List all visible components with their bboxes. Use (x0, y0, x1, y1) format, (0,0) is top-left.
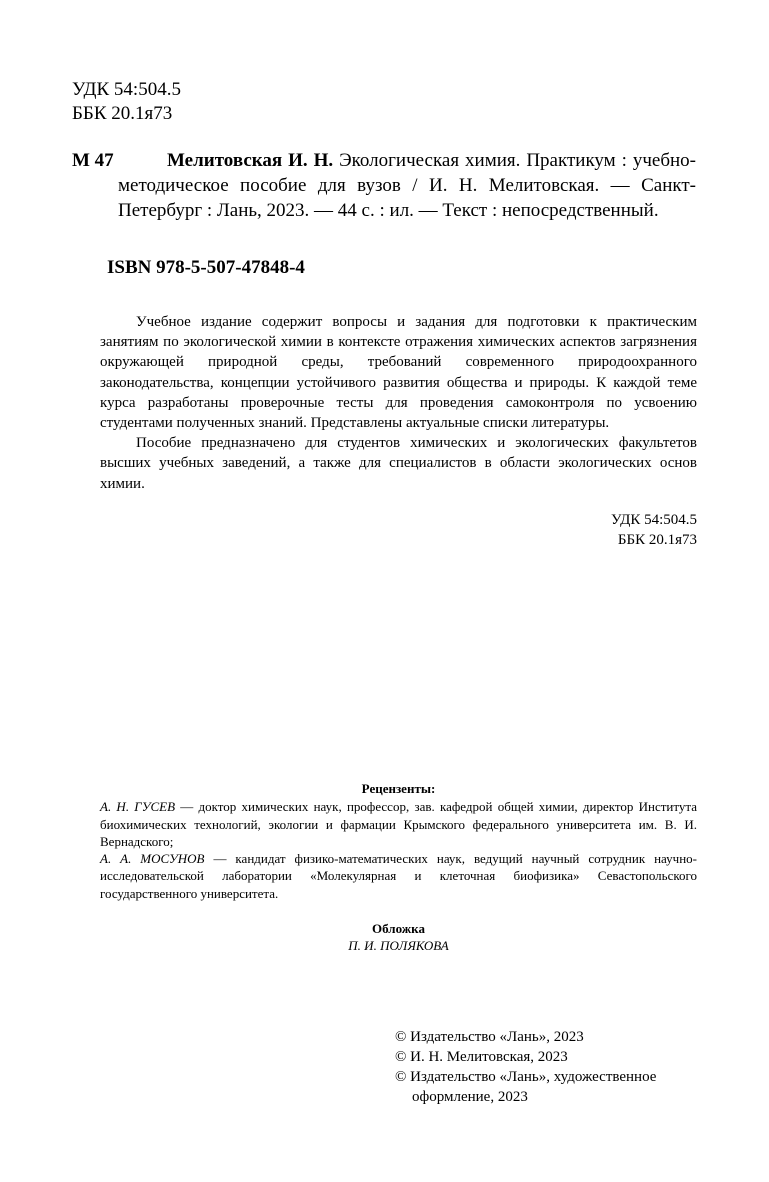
isbn: ISBN 978-5-507-47848-4 (107, 257, 305, 278)
reviewer-name: А. А. МОСУНОВ (100, 851, 205, 867)
author-name: Мелитовская И. Н. (167, 150, 334, 171)
annotation-classification (560, 510, 697, 550)
copyright-block (395, 1027, 695, 1107)
reviewer-name: А. Н. ГУСЕВ (100, 799, 176, 815)
reviewer-entry (100, 798, 697, 850)
cover-credit (100, 920, 697, 954)
copyright-line: © И. Н. Мелитовская, 2023 (395, 1049, 568, 1065)
reviewer-details: — кандидат физико-математических наук, ведущий научный сотрудник научно-исследовательской лаборатории «Молекулярная и клеточная биофизика» Севастопольского государственного университета. (100, 851, 697, 901)
udk-code: УДК 54:504.5 (72, 79, 181, 100)
copyright-line: © Издательство «Лань», 2023 (395, 1029, 584, 1045)
bibliographic-description (118, 148, 696, 223)
copyright-line: © Издательство «Лань», художественное оформление, 2023 (395, 1069, 657, 1105)
classification-header (72, 78, 181, 126)
annotation (100, 312, 697, 494)
reviewer-entry (100, 850, 697, 902)
reviewers-section (100, 780, 697, 902)
cover-artist: П. И. ПОЛЯКОВА (348, 938, 449, 953)
annotation-paragraph: Пособие предназначено для студентов химических и экологических факультетов высших учебных заведений, а также для специалистов в области экологических основ химии. (100, 435, 697, 492)
bibliographic-entry (72, 148, 696, 223)
bbk-code: ББК 20.1я73 (617, 532, 697, 548)
bbk-code: ББК 20.1я73 (72, 103, 173, 124)
annotation-paragraph: Учебное издание содержит вопросы и задания для подготовки к практическим занятиям по экологической химии в контексте отражения химических аспектов загрязнения окружающей природной среды, требований современного природоохранного законодательства, концепции устойчивого развития общества и природы. К каждой теме курса разработаны проверочные тесты для проведения самоконтроля по усвоению студентами полученных знаний. Представлены актуальные списки литературы. (100, 314, 697, 432)
author-mark: М 47 (72, 150, 114, 171)
cover-heading: Обложка (372, 921, 425, 936)
reviewer-details: — доктор химических наук, профессор, зав. кафедрой общей химии, директор Института биохимических технологий, экологии и фармации Крымского федерального университета им. В. И. Вернадского; (100, 799, 697, 849)
description-text: Экологическая химия. Практикум : учебно-методическое пособие для вузов / И. Н. Мелитовская. — Санкт-Петербург : Лань, 2023. — 44 с. : ил. — Текст : непосредственный. (118, 150, 696, 221)
udk-code: УДК 54:504.5 (610, 512, 697, 528)
reviewers-heading: Рецензенты: (361, 781, 436, 796)
